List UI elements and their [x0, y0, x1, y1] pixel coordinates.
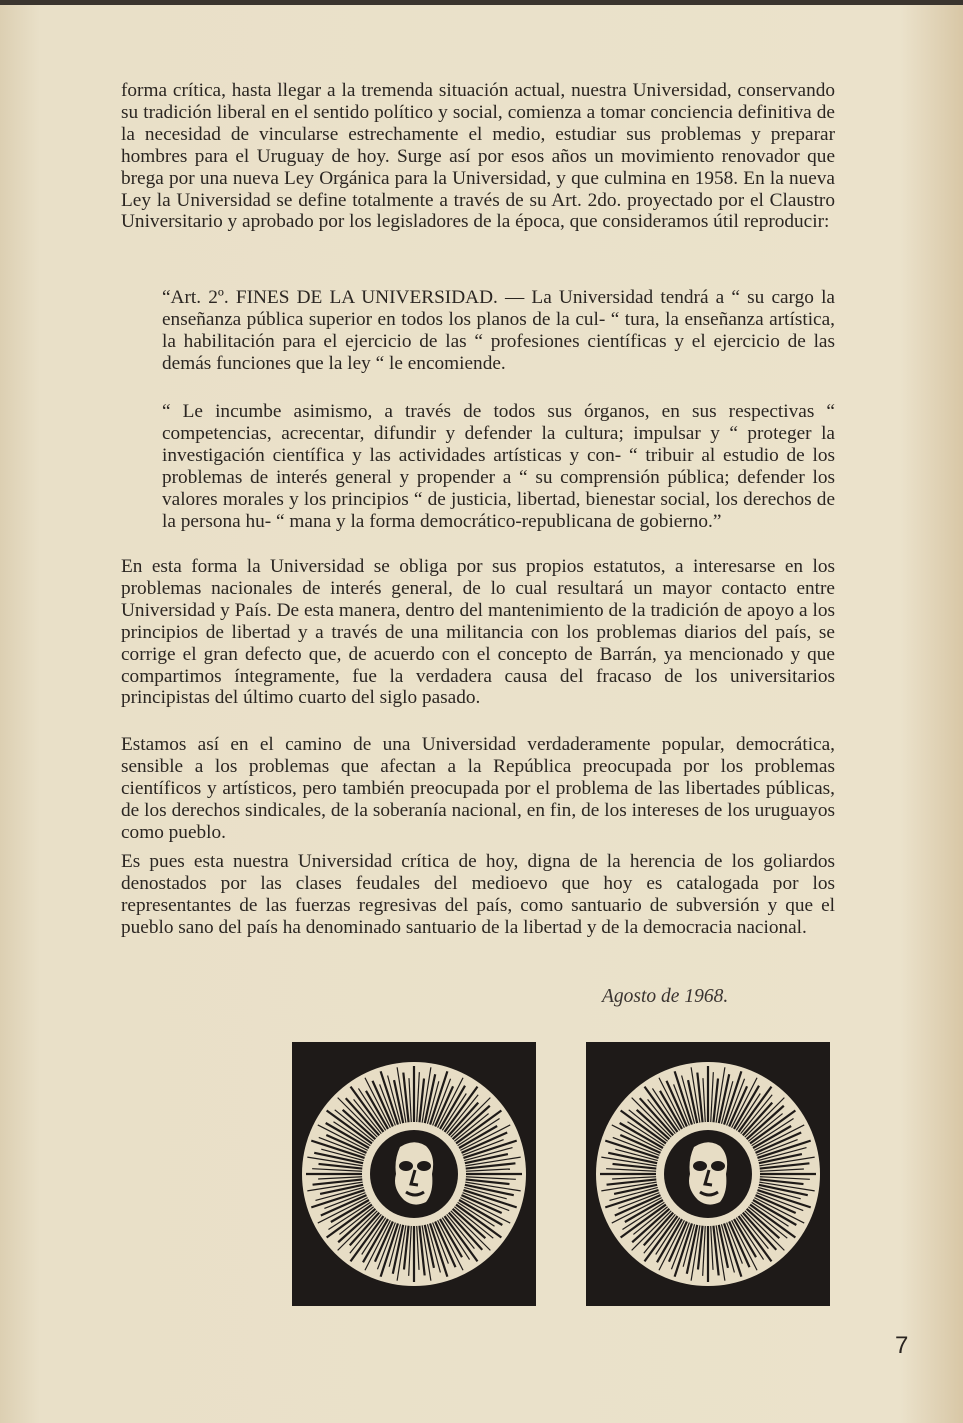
date-signature: Agosto de 1968.: [602, 986, 729, 1007]
paragraph-critical-university: Es pues esta nuestra Universidad crítica de hoy, digna de la herencia de los goliardos denostados por las clases feudales del medioevo que hoy es catalogada por los representantes de las fuerzas regresivas del país, como santuario de subversión y que el pueblo sano del país ha denominado santuario de la libertad y de la democracia nacional.: [121, 851, 835, 938]
quote-article-part2: “ Le incumbe asimismo, a través de todos sus órganos, en sus respectivas “ competencias, acrecentar, difundir y defender la cultura; impulsar y “ proteger la investigación científica y las actividades artísticas y con- “ tribuir al estudio de los problemas de interés general y propender a “ su comprensión pública; defender los valores morales y los principios “ de justicia, libertad, bienestar social, los derechos de la persona hu- “ mana y la forma democrático-republicana de gobierno.”: [162, 401, 835, 532]
sun-face-emblem-icon: [586, 1042, 830, 1306]
paragraph-popular-university: Estamos así en el camino de una Universidad verdaderamente popular, democrática, sensible a los problemas que afectan a la República preocupada por los problemas científicos y artísticos, pero también preocupada por el problema de las libertades públicas, de los derechos sindicales, de la soberanía nacional, en fin, de los intereses de los uruguayos como pueblo.: [121, 734, 835, 843]
top-edge-line: [0, 0, 963, 5]
paragraph-statutes: En esta forma la Universidad se obliga por sus propios estatutos, a interesarse en los problemas nacionales de interés general, de lo cual resultará un mayor contacto entre Universidad y País. De esta manera, dentro del mantenimiento de la tradición de apoyo a los principios de libertad y a través de una militancia con los problemas diarios del país, se corrige el gran defecto que, de acuerdo con el concepto de Barrán, ya mencionado y que compartimos íntegramente, fue la verdadera causa del fracaso de los universitarios principistas del último cuarto del siglo pasado.: [121, 556, 835, 709]
sun-face-emblem-icon: [292, 1042, 536, 1306]
paragraph-intro: forma crítica, hasta llegar a la tremenda situación actual, nuestra Universidad, conservando su tradición liberal en el sentido político y social, comienza a tomar conciencia definitiva de la necesidad de vincularse estrechamente el medio, estudiar sus problemas y preparar hombres para el Uruguay de hoy. Surge así por esos años un movimiento renovador que brega por una nueva Ley Orgánica para la Universidad, y que culmina en 1958. En la nueva Ley la Universidad se define totalmente a través de su Art. 2do. proyectado por el Claustro Universitario y aprobado por los legisladores de la época, que consideramos útil reproducir:: [121, 80, 835, 233]
quote-article-part1: “Art. 2º. FINES DE LA UNIVERSIDAD. — La Universidad tendrá a “ su cargo la enseñanza pública superior en todos los planos de la cul- “ tura, la enseñanza artística, la habilitación para el ejercicio de las “ profesiones científicas y el ejercicio de las demás funciones que la ley “ le encomiende.: [162, 287, 835, 374]
page-number: 7: [895, 1332, 909, 1359]
